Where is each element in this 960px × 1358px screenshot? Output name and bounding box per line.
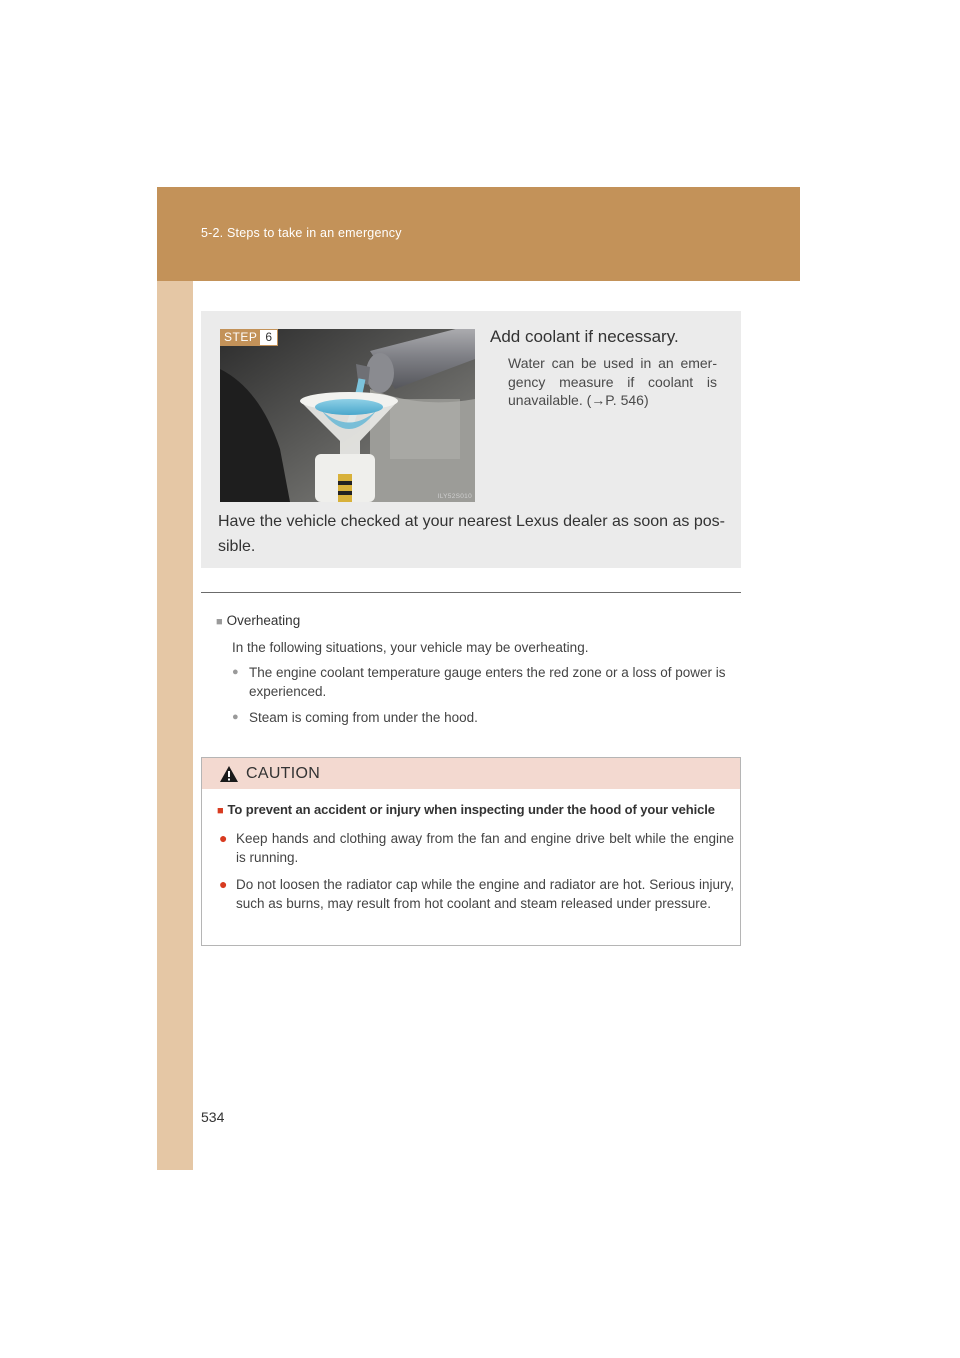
warning-triangle-icon xyxy=(219,765,239,783)
step-badge xyxy=(220,329,278,346)
step-final-instruction: Have the vehicle checked at your nearest Lexus dealer as soon as pos-sible. xyxy=(218,513,725,555)
caution-item-text: Do not loosen the radiator cap while the engine and radiator are hot. Serious injury, such as burns, may result from hot coolant and steam released under pressure. xyxy=(236,877,734,911)
caution-item xyxy=(219,875,734,913)
overheating-section xyxy=(216,611,736,734)
list-item xyxy=(232,663,736,701)
overheating-heading xyxy=(216,611,736,632)
caution-box xyxy=(201,757,741,946)
caution-title: CAUTION xyxy=(246,764,321,782)
caution-header xyxy=(202,758,740,789)
page-number: 534 xyxy=(201,1109,225,1125)
step-note: Water can be used in an emer-gency measure if coolant is unavailable. (→P. 546) xyxy=(508,355,717,408)
square-bullet-icon: ■ xyxy=(217,805,224,817)
step-label: STEP xyxy=(220,329,260,346)
section-title: 5-2. Steps to take in an emergency xyxy=(201,226,402,240)
coolant-illustration xyxy=(220,329,475,502)
round-bullet-icon: ● xyxy=(232,666,239,678)
coolant-photo xyxy=(220,329,475,502)
caution-item xyxy=(219,829,734,867)
list-item-text: The engine coolant temperature gauge enters the red zone or a loss of power is experienced. xyxy=(249,665,726,699)
caution-item-text: Keep hands and clothing away from the fan and engine drive belt while the engine is running. xyxy=(236,831,734,865)
overheating-intro: In the following situations, your vehicle may be overheating. xyxy=(232,640,589,655)
square-bullet-icon: ■ xyxy=(216,616,223,628)
step-number: 6 xyxy=(260,329,278,346)
caution-subheading xyxy=(217,800,734,821)
side-strip xyxy=(157,187,193,1170)
caution-body xyxy=(202,789,740,913)
step-heading: Add coolant if necessary. xyxy=(490,327,679,346)
round-bullet-icon: ● xyxy=(232,711,239,723)
overheating-heading-text: Overheating xyxy=(226,613,301,628)
step-box xyxy=(201,311,741,568)
list-item xyxy=(232,708,736,727)
round-bullet-icon: ● xyxy=(219,830,228,846)
image-code: ILY52S010 xyxy=(437,493,472,500)
round-bullet-icon: ● xyxy=(219,876,228,892)
caution-subheading-text: To prevent an accident or injury when inspecting under the hood of your vehicle xyxy=(227,802,715,817)
section-divider xyxy=(201,592,741,593)
list-item-text: Steam is coming from under the hood. xyxy=(249,710,478,725)
